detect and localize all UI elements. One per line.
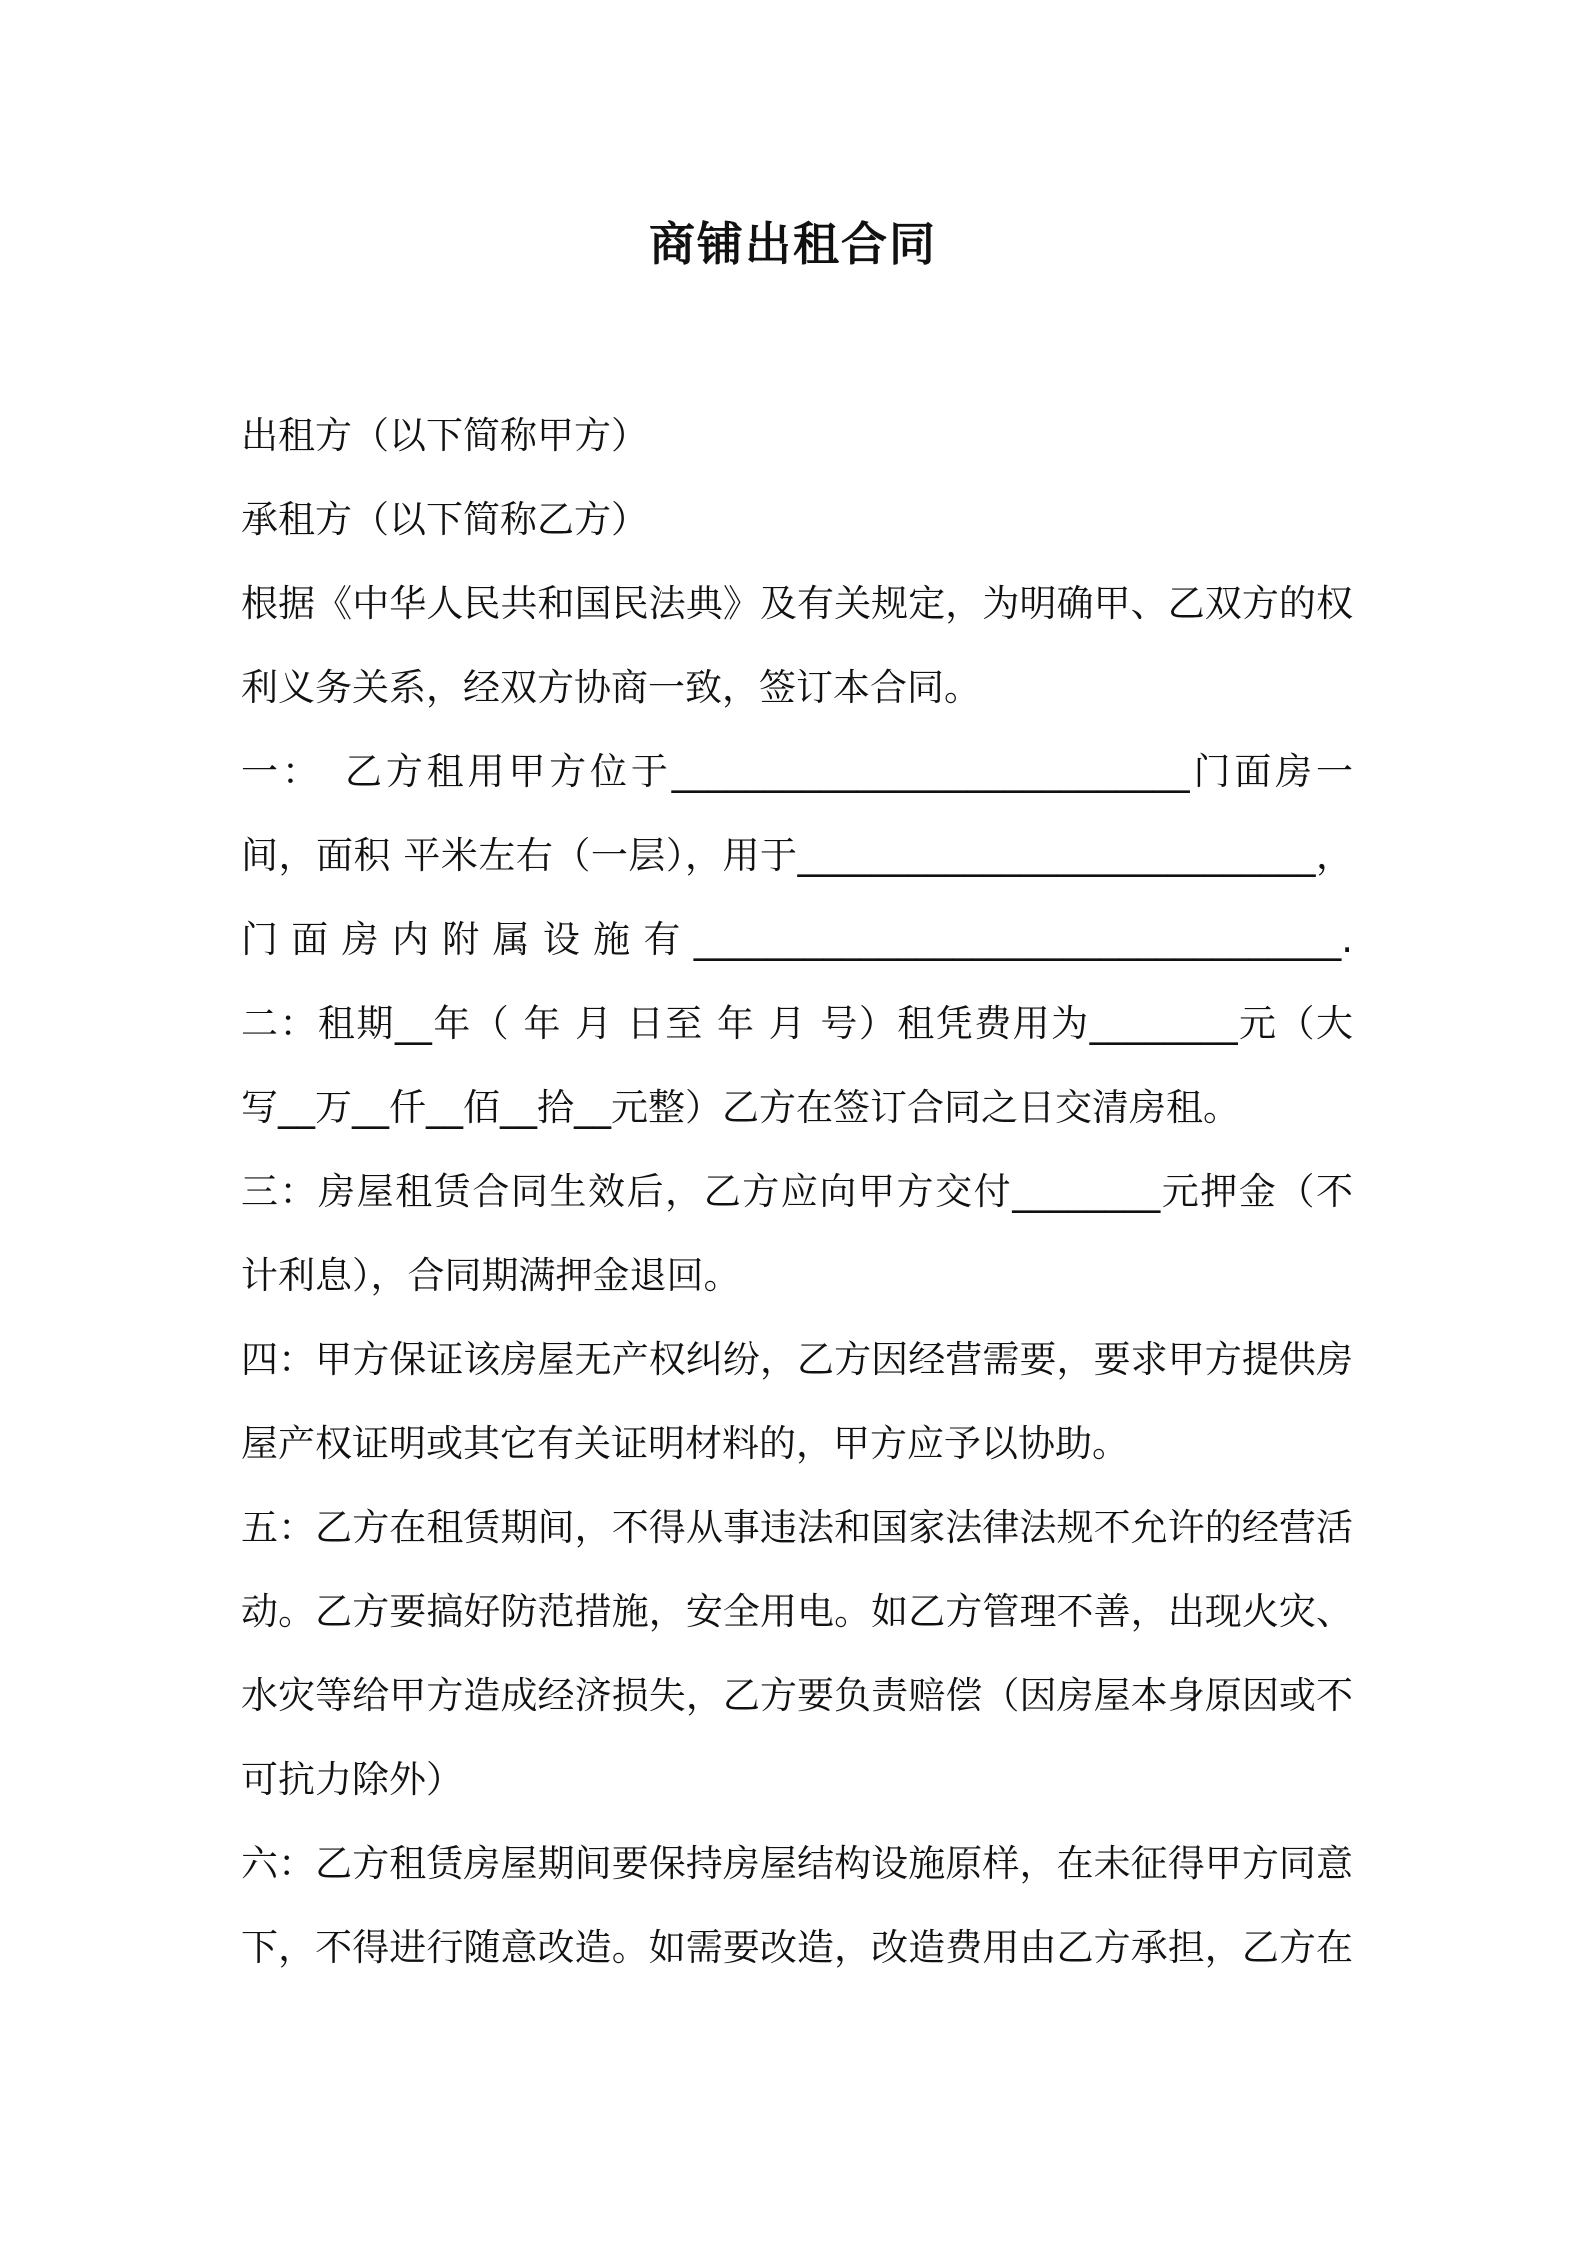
clause-5-line-4: 可抗力除外）: [241, 1758, 463, 1801]
clause-6-line-2: 下，不得进行随意改造。如需要改造，改造费用由乙方承担，乙方在: [241, 1926, 1353, 1969]
clause-2-line-1: 二：租期__年（ 年 月 日至 年 月 号）租凭费用为________元（大: [241, 1002, 1353, 1045]
clause-3-line-2: 计利息），合同期满押金退回。: [241, 1254, 741, 1297]
clause-1-line-1: 一： 乙方租用甲方位于____________________________门面房一: [241, 750, 1353, 793]
clause-3-line-1: 三：房屋租赁合同生效后，乙方应向甲方交付________元押金（不: [241, 1170, 1353, 1213]
clause-5-line-1: 五：乙方在租赁期间，不得从事违法和国家法律法规不允许的经营活: [241, 1506, 1353, 1549]
clause-4-line-2: 屋产权证明或其它有关证明材料的，甲方应予以协助。: [241, 1422, 1129, 1465]
page-title: 商铺出租合同: [649, 217, 937, 271]
clause-1-line-2: 间，面积 平米左右（一层），用于____________________________，: [241, 834, 1353, 877]
party-b-line: 承租方（以下简称乙方）: [241, 498, 648, 541]
clause-2-line-2: 写__万__仟__佰__拾__元整）乙方在签订合同之日交清房租。: [241, 1086, 1240, 1129]
clause-4-line-1: 四：甲方保证该房屋无产权纠纷，乙方因经营需要，要求甲方提供房: [241, 1338, 1353, 1381]
clause-5-line-3: 水灾等给甲方造成经济损失，乙方要负责赔偿（因房屋本身原因或不: [241, 1674, 1353, 1717]
preamble-line-2: 利义务关系，经双方协商一致，签订本合同。: [241, 666, 981, 709]
clause-6-line-1: 六：乙方租赁房屋期间要保持房屋结构设施原样，在未征得甲方同意: [241, 1842, 1353, 1885]
clause-1-line-3: 门面房内附属设施有___________________________________.: [241, 918, 1353, 961]
preamble-line-1: 根据《中华人民共和国民法典》及有关规定，为明确甲、乙双方的权: [241, 582, 1353, 625]
party-a-line: 出租方（以下简称甲方）: [241, 414, 648, 457]
clause-5-line-2: 动。乙方要搞好防范措施，安全用电。如乙方管理不善，出现火灾、: [241, 1590, 1353, 1633]
